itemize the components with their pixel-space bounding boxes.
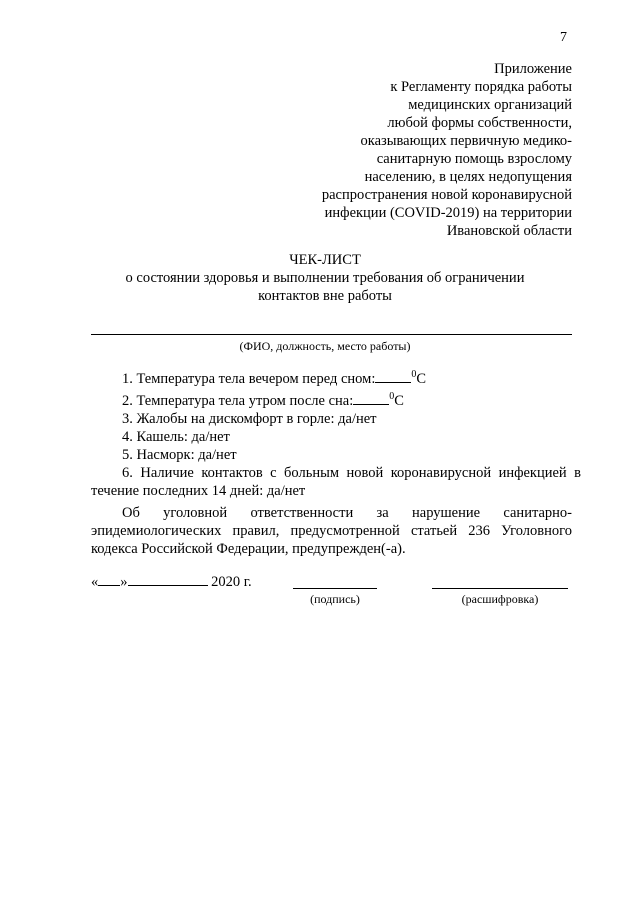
appendix-line: инфекции (COVID-2019) на территории — [324, 205, 572, 221]
appendix-line: распространения новой коронавирусной — [321, 187, 572, 203]
checklist-items — [91, 366, 581, 500]
unit-label: С — [394, 392, 404, 409]
appendix-line: Приложение — [494, 61, 572, 77]
document-title: ЧЕК-ЛИСТ — [289, 252, 361, 268]
responsibility-statement: Об уголовной ответственности за нарушение санитарно-эпидемиологических правил, предусмотренной статьей 236 Уголовного кодекса Российской Федерации, предупрежден(-а). — [91, 505, 572, 557]
appendix-line: медицинских организаций — [408, 97, 572, 113]
item-label: 2. Температура тела утром после сна: — [122, 392, 354, 409]
page-number: 7 — [560, 30, 567, 45]
checklist-item-morning-temperature — [91, 388, 581, 410]
appendix-line: Ивановской области — [446, 223, 572, 239]
day-field[interactable] — [98, 573, 120, 586]
degree-sup: 0 — [411, 369, 417, 380]
decoding-caption: (расшифровка) — [461, 592, 539, 606]
evening-temperature-field[interactable] — [375, 370, 411, 383]
checklist-item-runny-nose: 5. Насморк: да/нет — [122, 446, 237, 463]
signature-line[interactable] — [293, 588, 377, 589]
checklist-item-evening-temperature — [91, 366, 581, 388]
signature-caption: (подпись) — [310, 592, 360, 606]
appendix-line: населению, в целях недопущения — [364, 169, 572, 185]
appendix-line: санитарную помощь взрослому — [376, 151, 572, 167]
item-label: 1. Температура тела вечером перед сном: — [122, 370, 376, 387]
fio-field-line[interactable] — [91, 334, 572, 335]
month-field[interactable] — [128, 573, 208, 586]
date-close-quote: » — [120, 574, 128, 590]
appendix-line: любой формы собственности, — [387, 115, 572, 131]
year-label: 2020 г. — [211, 574, 252, 590]
checklist-item-contacts: 6. Наличие контактов с больным новой коронавирусной инфекцией в течение последних 14 дней: да/нет — [91, 464, 581, 499]
date-field — [91, 573, 252, 591]
unit-label: С — [416, 370, 427, 387]
checklist-item-cough: 4. Кашель: да/нет — [122, 428, 230, 445]
degree-sup: 0 — [389, 390, 395, 402]
appendix-header — [232, 60, 572, 240]
morning-temperature-field[interactable] — [353, 392, 389, 405]
fio-caption: (ФИО, должность, место работы) — [239, 339, 411, 353]
checklist-item-throat: 3. Жалобы на дискомфорт в горле: да/нет — [122, 410, 377, 427]
appendix-line: оказывающих первичную медико- — [360, 133, 572, 149]
appendix-line: к Регламенту порядка работы — [390, 79, 572, 95]
document-subtitle-line-2: контактов вне работы — [258, 288, 392, 304]
decoding-line[interactable] — [432, 588, 568, 589]
date-open-quote: « — [91, 574, 99, 590]
document-subtitle-line-1: о состоянии здоровья и выполнении требования об ограничении — [125, 270, 525, 286]
